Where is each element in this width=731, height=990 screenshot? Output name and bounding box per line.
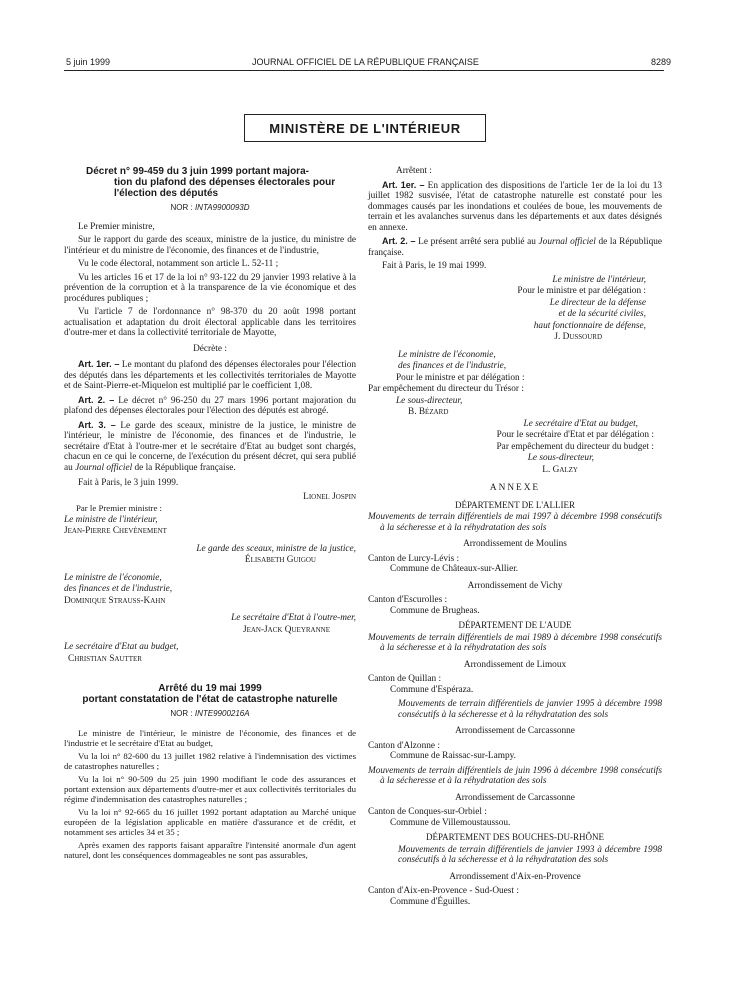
department-heading: DÉPARTEMENT DE L'ALLIER xyxy=(454,499,576,510)
mouvement-text: Mouvements de terrain différentiels de mai 1989 à décembre 1998 consécutifs à la sécheresse et à la réhydratation des sols xyxy=(368,632,662,653)
garde-title: Le garde des sceaux, ministre de la justice, xyxy=(196,543,356,554)
canton: Canton de Lurcy-Lévis : xyxy=(368,553,460,564)
commune: Commune d'Éguilles. xyxy=(390,896,471,907)
sig-eco-name: B. Bézard xyxy=(408,407,449,417)
nor-code: INTA9900093D xyxy=(194,203,250,212)
article-text: Le décret n° 96-250 du 27 mars 1996 portant majoration du plafond des dépenses électorales pour l'élection des députés est abrogé. xyxy=(64,395,357,416)
article-text: Le présent arrêté sera publié au xyxy=(418,237,536,247)
annexe-title: ANNEXE xyxy=(489,483,541,493)
commune: Commune de Villemoustaussou. xyxy=(390,817,511,828)
left-column xyxy=(64,166,356,863)
sig-interieur-line: Pour le ministre et par délégation : xyxy=(517,286,646,296)
decret-title-line: Décret n° 99-459 du 3 juin 1999 portant majora- xyxy=(86,166,309,177)
sig-eco-line: des finances et de l'industrie, xyxy=(398,361,507,371)
decret-article-1 xyxy=(64,359,356,392)
article-label: Art. 1er. – xyxy=(382,179,425,190)
arretent-heading: Arrêtent : xyxy=(396,166,432,176)
arrete-title-line: portant constatation de l'état de catastrophe naturelle xyxy=(82,694,338,705)
commune: Commune de Raissac-sur-Lampy. xyxy=(390,751,516,761)
budget-name: Christian Sautter xyxy=(68,653,142,664)
nor-label: NOR : xyxy=(170,203,193,212)
article-text: Le montant du plafond des dépenses électorales pour l'élection des députés dans les départements et les collectivités territoriales de Mayotte et de Saint-Pierre-et-Miquelon est multiplié par le coefficient 1,08. xyxy=(64,360,356,391)
decret-nor xyxy=(64,203,356,214)
arrondissement-heading: Arrondissement de Moulins xyxy=(463,539,567,549)
journal-officiel-ref: Journal officiel xyxy=(538,237,596,247)
signature-pm: Lionel Jospin xyxy=(303,491,356,502)
mouvement-text: Mouvements de terrain différentiels de mai 1997 à décembre 1998 consécutifs à la sécheresse et à la réhydratation des sols xyxy=(368,512,662,533)
sig-budget-line: Le sous-directeur, xyxy=(527,453,594,463)
arrete-article-1 xyxy=(368,180,662,234)
arrondissement-heading: Arrondissement de Limoux xyxy=(463,659,567,670)
sig-interieur-line: Le directeur de la défense xyxy=(549,297,646,308)
decret-title-line: tion du plafond des dépenses électorales pour xyxy=(114,177,336,188)
arrondissement-heading: Arrondissement d'Aix-en-Provence xyxy=(449,871,581,882)
min-int-name: Jean-Pierre Chevènement xyxy=(64,526,167,536)
arrete-nor xyxy=(64,709,356,720)
canton: Canton d'Escurolles : xyxy=(368,595,448,605)
sig-eco-line: Par empêchement du directeur du Trésor : xyxy=(368,384,524,394)
header-rule xyxy=(64,70,664,71)
arrondissement-heading: Arrondissement de Carcassonne xyxy=(455,792,575,803)
right-column xyxy=(368,166,662,911)
article-text: de la République française. xyxy=(368,237,663,258)
sig-budget-line: Par empêchement du directeur du budget : xyxy=(496,441,654,452)
arrondissement-heading: Arrondissement de Carcassonne xyxy=(455,726,575,736)
commune: Commune de Brugheas. xyxy=(390,605,480,616)
eco-name: Dominique Strauss-Kahn xyxy=(64,595,166,606)
sig-interieur-name: J. Dussourd xyxy=(554,332,602,342)
nor-code: INTE9900216A xyxy=(194,709,250,718)
mouvement-text: Mouvements de terrain différentiels de janvier 1995 à décembre 1998 consécutifs à la sécheresse et à la réhydratation des sols xyxy=(398,699,662,720)
garde-name: Élisabeth Guigou xyxy=(244,555,316,565)
decret-para: Vu les articles 16 et 17 de la loi n° 93-122 du 29 janvier 1993 relative à la prévention de la corruption et à la transparence de la vie économique et des procédures publiques ; xyxy=(64,272,356,304)
nor-label: NOR : xyxy=(170,709,193,718)
eco-title: des finances et de l'industrie, xyxy=(64,584,173,594)
arrete-article-2 xyxy=(368,236,662,258)
canton: Canton d'Aix-en-Provence - Sud-Ouest : xyxy=(368,886,519,896)
decrete-heading: Décrète : xyxy=(193,343,227,354)
arrete-title-line: Arrêté du 19 mai 1999 xyxy=(158,683,262,694)
sig-eco-line: Pour le ministre et par délégation : xyxy=(396,372,525,383)
arrete-para: Vu la loi n° 90-509 du 25 juin 1990 modifiant le code des assurances et portant extension aux départements d'outre-mer et aux collectivités territoriales du régime d'indemnisation des catastrophes naturelles ; xyxy=(64,773,356,804)
ministry-heading: MINISTÈRE DE L'INTÉRIEUR xyxy=(269,120,461,136)
canton: Canton de Quillan : xyxy=(368,674,442,684)
department-heading: DÉPARTEMENT DES BOUCHES-DU-RHÔNE xyxy=(426,832,604,842)
decret-title xyxy=(64,166,356,199)
arrete-fait: Fait à Paris, le 19 mai 1999. xyxy=(382,261,487,271)
sig-interieur-line: Le ministre de l'intérieur, xyxy=(552,274,646,285)
article-text: Le garde des sceaux, ministre de la justice, le ministre de l'intérieur, le ministre de l'économie, des finances et de l'industrie, le secrétaire d'Etat à l'outre-mer et le secrétaire d'Etat au budget sont chargés, chacun en ce qui le concerne, de l'exécution du présent décret, qui sera publié au xyxy=(64,420,356,473)
article-label: Art. 2. – xyxy=(78,394,115,405)
article-text: En application des dispositions de l'article 1er de la loi du 13 juillet 1982 susvisée, l'état de catastrophe naturelle est constaté pour les dommages causés par les inondations et coulées de boue, les mouvements de terrain et les avalanches survenus dans les départements et aux dates désignés en annexe. xyxy=(368,180,663,233)
decret-title-line: l'élection des députés xyxy=(114,188,219,199)
decret-para: Vu le code électoral, notamment son article L. 52-11 ; xyxy=(78,259,279,269)
arrete-para: Vu la loi n° 82-600 du 13 juillet 1982 relative à l'indemnisation des victimes de catastrophes naturelles ; xyxy=(64,750,356,771)
sig-interieur-line: haut fonctionnaire de défense, xyxy=(533,320,646,331)
sig-eco-line: Le sous-directeur, xyxy=(396,395,463,406)
journal-title: JOURNAL OFFICIEL DE LA RÉPUBLIQUE FRANÇAISE xyxy=(252,57,479,67)
sig-budget-line: Pour le secrétaire d'Etat et par délégation : xyxy=(496,430,654,440)
arrete-para: Le ministre de l'intérieur, le ministre de l'économie, des finances et de l'industrie et le secrétaire d'Etat au budget, xyxy=(64,727,356,748)
budget-title: Le secrétaire d'Etat au budget, xyxy=(64,642,179,652)
canton: Canton de Conques-sur-Orbiel : xyxy=(368,807,487,817)
decret-para: Le Premier ministre, xyxy=(78,221,155,232)
om-name: Jean-Jack Queyranne xyxy=(242,624,330,635)
journal-officiel-ref: Journal officiel xyxy=(75,462,133,473)
commune: Commune de Châteaux-sur-Allier. xyxy=(390,564,519,574)
arrete-para: Après examen des rapports faisant apparaître l'intensité anormale d'un agent naturel, dont les conséquences dommageables ne sont pas assurables, xyxy=(64,839,356,860)
sig-budget-name: L. Galzy xyxy=(542,464,578,475)
article-label: Art. 1er. – xyxy=(78,359,120,369)
decret-para: Sur le rapport du garde des sceaux, ministre de la justice, du ministre de l'intérieur et du ministre de l'économie, des finances et de l'industrie, xyxy=(64,235,356,256)
ministry-heading-box xyxy=(244,114,486,142)
article-label: Art. 2. – xyxy=(382,236,416,246)
sig-eco-line: Le ministre de l'économie, xyxy=(398,349,496,360)
arrondissement-heading: Arrondissement de Vichy xyxy=(467,580,563,591)
arrete-title xyxy=(64,683,356,705)
decret-article-3 xyxy=(64,420,356,474)
mouvement-text: Mouvements de terrain différentiels de janvier 1993 à décembre 1998 consécutifs à la sécheresse et à la réhydratation des sols xyxy=(398,844,662,865)
sig-interieur-line: et de la sécurité civiles, xyxy=(558,309,646,319)
decret-article-2 xyxy=(64,395,356,417)
min-int-title: Le ministre de l'intérieur, xyxy=(64,514,158,525)
article-text: de la République française. xyxy=(134,462,236,473)
om-title: Le secrétaire d'Etat à l'outre-mer, xyxy=(231,613,356,623)
decret-para: Vu l'article 7 de l'ordonnance n° 98-370 du 20 août 1998 portant actualisation et adaptation du droit électoral applicable dans les territoires d'outre-mer et dans la collectivité territoriale de Mayotte, xyxy=(64,307,356,338)
commune: Commune d'Espéraza. xyxy=(390,684,474,695)
article-label: Art. 3. – xyxy=(78,419,116,430)
eco-title: Le ministre de l'économie, xyxy=(64,572,162,583)
decret-fait: Fait à Paris, le 3 juin 1999. xyxy=(78,478,179,488)
canton: Canton d'Alzonne : xyxy=(368,740,440,751)
issue-date: 5 juin 1999 xyxy=(66,57,111,67)
sig-budget-line: Le secrétaire d'Etat au budget, xyxy=(523,418,638,429)
arrete-para: Vu la loi n° 92-665 du 16 juillet 1992 portant adaptation au Marché unique européen de la législation applicable en matière d'assurance et de crédit, et notamment ses articles 34 et 35 ; xyxy=(64,806,356,837)
department-heading: DÉPARTEMENT DE L'AUDE xyxy=(458,620,572,630)
page-number: 8289 xyxy=(650,57,671,67)
par-premier-ministre: Par le Premier ministre : xyxy=(76,503,162,513)
mouvement-text: Mouvements de terrain différentiels de juin 1996 à décembre 1998 consécutifs à la sécheresse et à la réhydratation des sols xyxy=(368,765,662,786)
